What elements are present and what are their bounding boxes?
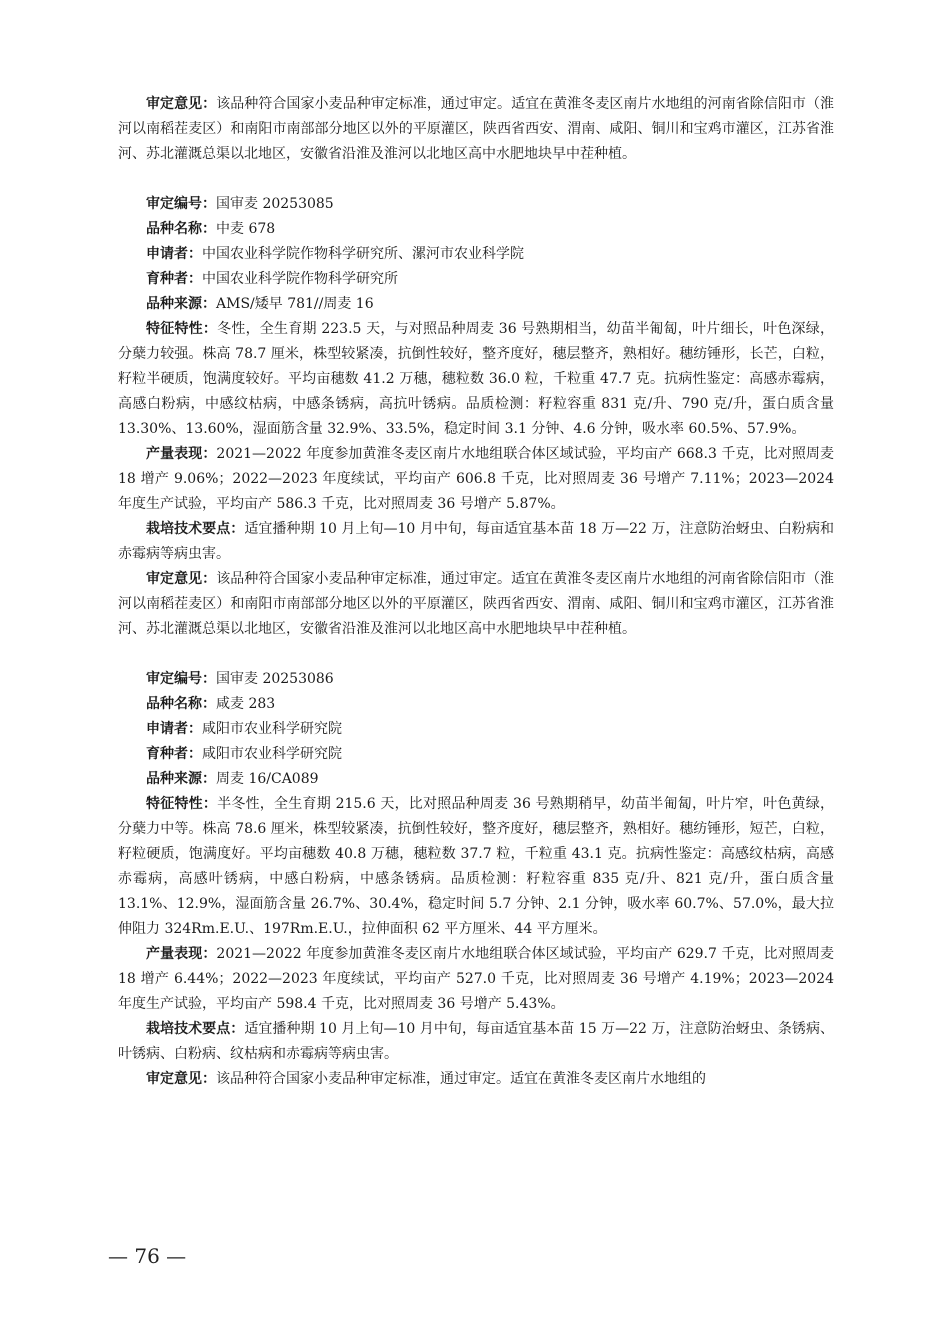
approval-code: 审定编号：国审麦 20253085 <box>146 196 334 212</box>
applicant: 申请者：中国农业科学院作物科学研究所、漯河市农业科学院 <box>146 246 524 262</box>
applicant: 申请者：咸阳市农业科学研究院 <box>146 721 342 737</box>
section-gap <box>118 167 834 192</box>
breeder: 育种者：中国农业科学院作物科学研究所 <box>146 271 398 287</box>
breeder: 育种者：咸阳市农业科学研究院 <box>146 746 342 762</box>
cultivation-paragraph: 栽培技术要点：适宜播种期 10 月上旬—10 月中旬，每亩适宜基本苗 15 万—22 万，注意防治蚜虫、条锈病、叶锈病、白粉病、纹枯病和赤霉病等病虫害。 <box>118 1021 835 1062</box>
section-gap <box>118 642 834 667</box>
yield-paragraph: 产量表现：2021—2022 年度参加黄淮冬麦区南片水地组联合体区域试验，平均亩产 668.3 千克，比对照周麦 18 增产 9.06%；2022—2023 年度续试，平均亩产 606.8 千克，比对照周麦 36 号增产 7.11%；2023—2024 年度生产试验，平均亩产 586.3 千克，比对照周麦 36 号增产 5.87%。 <box>118 446 835 512</box>
variety-entry-2 <box>118 667 834 1092</box>
yield-paragraph: 产量表现：2021—2022 年度参加黄淮冬麦区南片水地组联合体区域试验，平均亩产 629.7 千克，比对照周麦 18 增产 6.44%；2022—2023 年度续试，平均亩产 527.0 千克，比对照周麦 36 号增产 4.19%；2023—2024 年度生产试验，平均亩产 598.4 千克，比对照周麦 36 号增产 5.43%。 <box>118 946 835 1012</box>
variety-name: 品种名称：中麦 678 <box>146 221 276 237</box>
cultivation-paragraph: 栽培技术要点：适宜播种期 10 月上旬—10 月中旬，每亩适宜基本苗 18 万—22 万，注意防治蚜虫、白粉病和赤霉病等病虫害。 <box>118 521 835 562</box>
traits-paragraph: 特征特性：冬性，全生育期 223.5 天，与对照品种周麦 36 号熟期相当，幼苗半匍匐，叶片细长，叶色深绿，分蘖力较强。株高 78.7 厘米，株型较紧凑，抗倒性较好，整齐度好，穗层整齐，熟相好。穗纺锤形，长芒，白粒，籽粒半硬质，饱满度较好。平均亩穗数 41.2 万穗，穗粒数 36.0 粒，千粒重 47.7 克。抗病性鉴定：高感赤霉病，高感白粉病，中感纹枯病，中感条锈病，高抗叶锈病。品质检测：籽粒容重 831 克/升、790 克/升，蛋白质含量 13.30%、13.60%，湿面筋含量 32.9%、33.5%，稳定时间 3.1 分钟、4.6 分钟，吸水率 60.5%、57.9%。 <box>118 321 834 437</box>
page-content <box>118 92 834 1092</box>
prev-opinion: 审定意见：该品种符合国家小麦品种审定标准，通过审定。适宜在黄淮冬麦区南片水地组的河南省除信阳市（淮河以南稻茬麦区）和南阳市南部部分地区以外的平原灌区，陕西省西安、渭南、咸阳、铜川和宝鸡市灌区，江苏省淮河、苏北灌溉总渠以北地区，安徽省沿淮及淮河以北地区高中水肥地块早中茬种植。 <box>118 96 835 162</box>
variety-source: 品种来源：AMS/矮早 781//周麦 16 <box>146 296 374 312</box>
page-number: — 76 — <box>108 1244 187 1268</box>
opinion-paragraph: 审定意见：该品种符合国家小麦品种审定标准，通过审定。适宜在黄淮冬麦区南片水地组的 <box>146 1071 706 1087</box>
traits-paragraph: 特征特性：半冬性，全生育期 215.6 天，比对照品种周麦 36 号熟期稍早，幼苗半匍匐，叶片窄，叶色黄绿，分蘖力中等。株高 78.6 厘米，株型较紧凑，抗倒性较好，整齐度好，穗层整齐，熟相好。穗纺锤形，短芒，白粒，籽粒硬质，饱满度好。平均亩穗数 40.8 万穗，穗粒数 37.7 粒，千粒重 43.1 克。抗病性鉴定：高感纹枯病，高感赤霉病，高感叶锈病，中感白粉病，中感条锈病。品质检测：籽粒容重 835 克/升、821 克/升，蛋白质含量 13.1%、12.9%，湿面筋含量 26.7%、30.4%，稳定时间 5.7 分钟、2.1 分钟，吸水率 60.7%、57.0%，最大拉伸阻力 324Rm.E.U.、197Rm.E.U.，拉伸面积 62 平方厘米、44 平方厘米。 <box>118 796 834 937</box>
opinion-paragraph: 审定意见：该品种符合国家小麦品种审定标准，通过审定。适宜在黄淮冬麦区南片水地组的河南省除信阳市（淮河以南稻茬麦区）和南阳市南部部分地区以外的平原灌区，陕西省西安、渭南、咸阳、铜川和宝鸡市灌区，江苏省淮河、苏北灌溉总渠以北地区，安徽省沿淮及淮河以北地区高中水肥地块早中茬种植。 <box>118 571 835 637</box>
variety-entry-1 <box>118 192 834 642</box>
variety-source: 品种来源：周麦 16/CA089 <box>146 771 319 787</box>
approval-code: 审定编号：国审麦 20253086 <box>146 671 334 687</box>
variety-name: 品种名称：咸麦 283 <box>146 696 276 712</box>
